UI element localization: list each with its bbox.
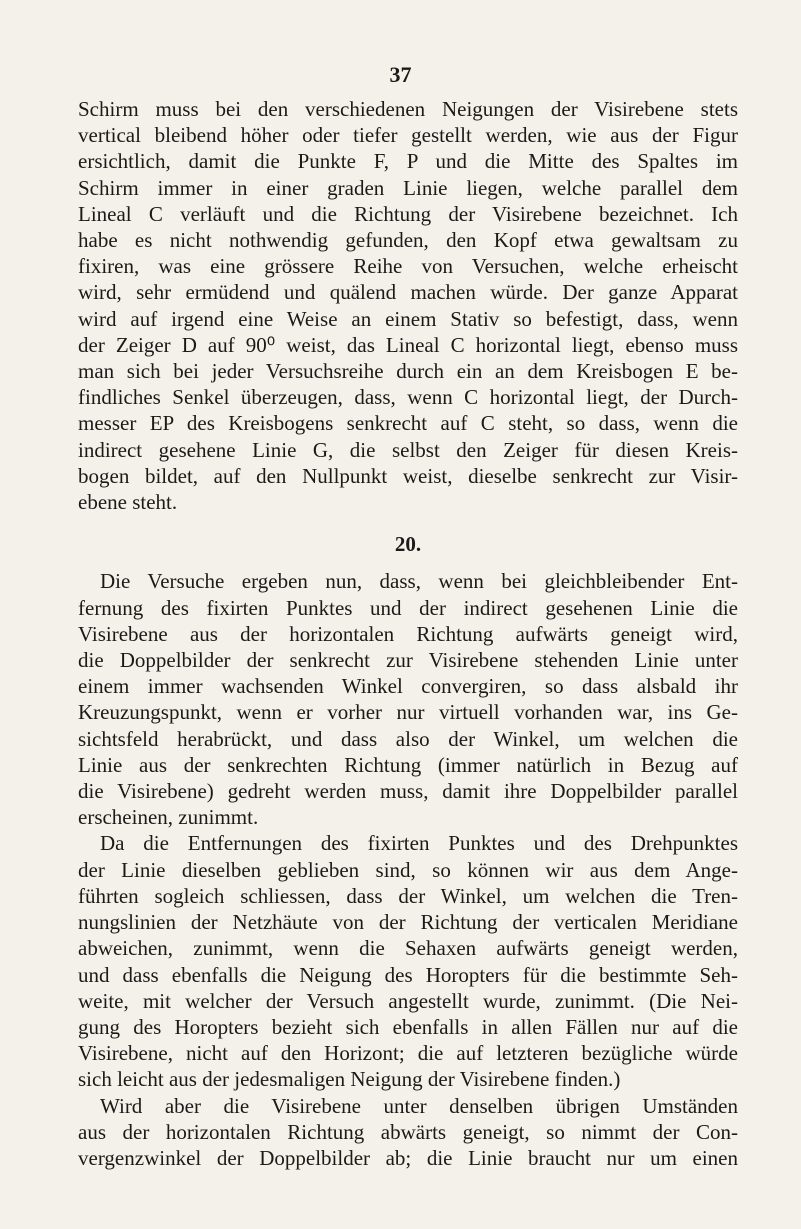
text-line: sichtsfeld herabrückt, und dass also der Winkel, um welchen die — [78, 726, 738, 751]
section-number: 20. — [394, 532, 422, 557]
text-line: Die Versuche ergeben nun, dass, wenn bei gleichbleibender Ent- — [100, 569, 738, 594]
text-line: aus der horizontalen Richtung abwärts geneigt, so nimmt der Con- — [78, 1119, 738, 1144]
text-line: Lineal C verläuft und die Richtung der Visirebene bezeichnet. Ich — [78, 201, 738, 226]
text-line: die Visirebene) gedreht werden muss, damit ihre Doppelbilder parallel — [78, 779, 738, 804]
text-line: wird auf irgend eine Weise an einem Stativ so befestigt, dass, wenn — [78, 306, 738, 331]
text-line: vergenzwinkel der Doppelbilder ab; die Linie braucht nur um einen — [78, 1145, 738, 1170]
text-line: ebene steht. — [78, 490, 178, 515]
text-line: die Doppelbilder der senkrecht zur Visirebene stehenden Linie unter — [78, 648, 738, 673]
text-line: ersichtlich, damit die Punkte F, P und die Mitte des Spaltes im — [78, 149, 738, 174]
paragraph-2 — [78, 568, 738, 830]
text-line: abweichen, zunimmt, wenn die Sehaxen aufwärts geneigt werden, — [78, 936, 738, 961]
text-line: der Linie dieselben geblieben sind, so können wir aus dem Ange- — [78, 857, 738, 882]
text-line: fernung des fixirten Punktes und der indirect gesehenen Linie die — [78, 595, 738, 620]
text-line: wird, sehr ermüdend und quälend machen würde. Der ganze Apparat — [78, 280, 738, 305]
text-line: messer EP des Kreisbogens senkrecht auf C steht, so dass, wenn die — [78, 411, 738, 436]
text-line: Visirebene aus der horizontalen Richtung aufwärts geneigt wird, — [78, 621, 738, 646]
text-line: gung des Horopters bezieht sich ebenfalls in allen Fällen nur auf die — [78, 1014, 738, 1039]
text-line: indirect gesehene Linie G, die selbst den Zeiger für diesen Kreis- — [78, 437, 738, 462]
text-line: Da die Entfernungen des fixirten Punktes und des Drehpunktes — [100, 831, 738, 856]
text-line: Wird aber die Visirebene unter denselben übrigen Umständen — [100, 1093, 738, 1118]
body-text — [78, 96, 738, 1171]
text-line: Visirebene, nicht auf den Horizont; die auf letzteren bezügliche würde — [78, 1041, 738, 1066]
text-line: Schirm immer in einer graden Linie liegen, welche parallel dem — [78, 175, 738, 200]
text-line: Linie aus der senkrechten Richtung (immer natürlich in Bezug auf — [78, 752, 738, 777]
text-line: findliches Senkel überzeugen, dass, wenn C horizontal liegt, der Durch- — [78, 385, 738, 410]
page-number: 37 — [389, 62, 412, 87]
paragraph-4 — [78, 1093, 738, 1172]
text-line: und dass ebenfalls die Neigung des Horopters für die bestimmte Seh- — [78, 962, 738, 987]
text-line: vertical bleibend höher oder tiefer gestellt werden, wie aus der Figur — [78, 123, 738, 148]
text-line: der Zeiger D auf 90⁰ weist, das Lineal C horizontal liegt, ebenso muss — [78, 332, 738, 357]
text-line: einem immer wachsenden Winkel convergiren, so dass alsbald ihr — [78, 674, 738, 699]
text-line: sich leicht aus der jedesmaligen Neigung der Visirebene finden.) — [78, 1067, 621, 1092]
text-line: nungslinien der Netzhäute von der Richtung der verticalen Meridiane — [78, 910, 738, 935]
paragraph-1 — [78, 96, 738, 515]
text-line: weite, mit welcher der Versuch angestellt wurde, zunimmt. (Die Nei- — [78, 988, 738, 1013]
text-line: man sich bei jeder Versuchsreihe durch ein an dem Kreisbogen E be- — [78, 359, 738, 384]
text-line: bogen bildet, auf den Nullpunkt weist, dieselbe senkrecht zur Visir- — [78, 463, 738, 488]
paragraph-3 — [78, 830, 738, 1092]
text-line: Schirm muss bei den verschiedenen Neigungen der Visirebene stets — [78, 97, 738, 121]
text-line: habe es nicht nothwendig gefunden, den Kopf etwa gewaltsam zu — [78, 228, 738, 253]
text-line: erscheinen, zunimmt. — [78, 805, 259, 830]
text-line: Kreuzungspunkt, wenn er vorher nur virtuell vorhanden war, ins Ge- — [78, 700, 738, 725]
text-line: fixiren, was eine grössere Reihe von Versuchen, welche erheischt — [78, 254, 738, 279]
text-line: führten sogleich schliessen, dass der Winkel, um welchen die Tren- — [78, 883, 738, 908]
